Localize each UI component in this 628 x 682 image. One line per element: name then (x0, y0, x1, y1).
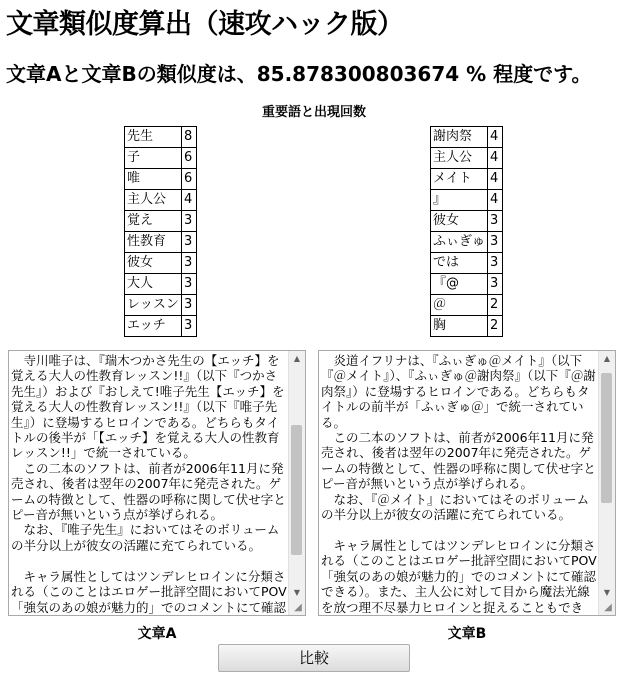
frequency-table-a (124, 126, 197, 337)
term-cell: 主人公 (125, 190, 182, 211)
resize-grip-icon[interactable]: ◢ (294, 602, 302, 613)
count-cell: 3 (182, 253, 197, 274)
document-a-scrollbar[interactable] (288, 351, 305, 615)
document-b-label: 文章B (447, 626, 487, 642)
term-cell: 謝肉祭 (431, 127, 488, 148)
frequency-row (431, 295, 503, 316)
frequency-row (431, 190, 503, 211)
term-cell: 彼女 (431, 211, 488, 232)
document-a-text[interactable]: 寺川唯子は、『瑞木つかさ先生の【エッチ】を覚える大人の性教育レッスン!!』（以下『つかさ先生』）および『おしえて!唯子先生【エッチ】を覚える大人の性教育レッスン!!』（以下『唯子先生』）に登場するヒロインである。どちらもタイトルの後半が「【エッチ】を覚える大人の性教育レッスン!!」で統一されている。 この二本のソフトは、前者が2006年11月に発売され、後者は翌年の2007年に発売された。ゲームの特徴として、性器の呼称に関して伏せ字とピー音が無いという点が挙げられる。 なお、『唯子先生』においてはそのボリュームの半分以上が彼女の活躍に充てられている。 キャラ属性としてはツンデレヒロインに分類される（このことはエロゲー批評空間においてPOV「強気のあの娘が魅力的」でのコメントにて確認 (11, 353, 287, 615)
count-cell: 3 (488, 211, 503, 232)
count-cell: 4 (182, 190, 197, 211)
scrollbar-thumb[interactable] (291, 425, 302, 555)
document-b-textarea[interactable] (318, 350, 616, 616)
frequency-row (125, 211, 197, 232)
count-cell: 4 (488, 190, 503, 211)
term-cell: 性教育 (125, 232, 182, 253)
document-b-text[interactable]: 炎道イフリナは、『ふぃぎゅ＠メイト』（以下『＠メイト』）、『ふぃぎゅ＠謝肉祭』（以下『＠謝肉祭』）に登場するヒロインである。どちらもタイトルの前半が「ふぃぎゅ＠」で統一されている。 この二本のソフトは、前者が2006年11月に発売され、後者は翌年の2007年に発売された。ゲームの特徴として、性器の呼称に関して伏せ字とピー音が無いという点が挙げられる。 なお、『＠メイト』においてはそのボリュームの半分以上が彼女の活躍に充てられている。 キャラ属性としてはツンデレヒロインに分類される（このことはエロゲー批評空間においてPOV「強気のあの娘が魅力的」でのコメントにて確認できる）。また、主人公に対して目から魔法光線を放つ理不尽暴力ヒロインと捉えることもでき (321, 353, 597, 615)
compare-button[interactable]: 比較 (218, 644, 410, 672)
frequency-row (125, 295, 197, 316)
term-cell: 覚え (125, 211, 182, 232)
count-cell: 3 (182, 274, 197, 295)
term-cell: 唯 (125, 169, 182, 190)
term-cell: 胸 (431, 316, 488, 337)
count-cell: 3 (182, 316, 197, 337)
count-cell: 4 (488, 169, 503, 190)
count-cell: 8 (182, 127, 197, 148)
frequency-row (125, 274, 197, 295)
page-title: 文章類似度算出（速攻ハック版） (6, 9, 404, 40)
frequency-row (431, 211, 503, 232)
frequency-row (125, 232, 197, 253)
term-cell: ＠ (431, 295, 488, 316)
count-cell: 4 (488, 148, 503, 169)
term-cell: 子 (125, 148, 182, 169)
count-cell: 6 (182, 169, 197, 190)
resize-grip-icon[interactable]: ◢ (604, 602, 612, 613)
result-suffix: 程度です。 (493, 62, 592, 86)
term-cell: ふぃぎゅ (431, 232, 488, 253)
term-cell: 』 (431, 190, 488, 211)
term-cell: エッチ (125, 316, 182, 337)
frequency-row (125, 148, 197, 169)
count-cell: 2 (488, 295, 503, 316)
result-prefix: 文章Aと文章Bの類似度は、 (6, 62, 257, 86)
term-cell: レッスン (125, 295, 182, 316)
similarity-unit: % (459, 62, 494, 86)
term-cell: では (431, 253, 488, 274)
count-cell: 3 (182, 295, 197, 316)
frequency-row (431, 169, 503, 190)
count-cell: 3 (182, 232, 197, 253)
scroll-up-arrow-icon[interactable]: ▲ (603, 354, 611, 363)
scroll-down-arrow-icon[interactable]: ▼ (603, 588, 611, 597)
count-cell: 4 (488, 127, 503, 148)
term-cell: 主人公 (431, 148, 488, 169)
frequency-row (125, 169, 197, 190)
term-cell: 『@ (431, 274, 488, 295)
scroll-down-arrow-icon[interactable]: ▼ (293, 588, 301, 597)
frequency-title: 重要語と出現回数 (261, 105, 366, 120)
frequency-row (431, 232, 503, 253)
frequency-row (431, 127, 503, 148)
similarity-value: 85.878300803674 (256, 62, 460, 86)
frequency-row (431, 316, 503, 337)
term-cell: 大人 (125, 274, 182, 295)
count-cell: 3 (488, 253, 503, 274)
frequency-table-b (430, 126, 503, 337)
document-a-label: 文章A (137, 626, 177, 642)
frequency-row (125, 127, 197, 148)
frequency-row (431, 148, 503, 169)
frequency-row (125, 190, 197, 211)
term-cell: 先生 (125, 127, 182, 148)
frequency-row (431, 274, 503, 295)
count-cell: 6 (182, 148, 197, 169)
count-cell: 3 (488, 232, 503, 253)
document-b-scrollbar[interactable] (598, 351, 615, 615)
scroll-up-arrow-icon[interactable]: ▲ (293, 354, 301, 363)
frequency-row (431, 253, 503, 274)
document-a-textarea[interactable] (8, 350, 306, 616)
count-cell: 3 (488, 274, 503, 295)
count-cell: 2 (488, 316, 503, 337)
term-cell: メイト (431, 169, 488, 190)
term-cell: 彼女 (125, 253, 182, 274)
similarity-result (6, 58, 592, 87)
frequency-row (125, 316, 197, 337)
scrollbar-thumb[interactable] (601, 373, 612, 503)
count-cell: 3 (182, 211, 197, 232)
frequency-row (125, 253, 197, 274)
